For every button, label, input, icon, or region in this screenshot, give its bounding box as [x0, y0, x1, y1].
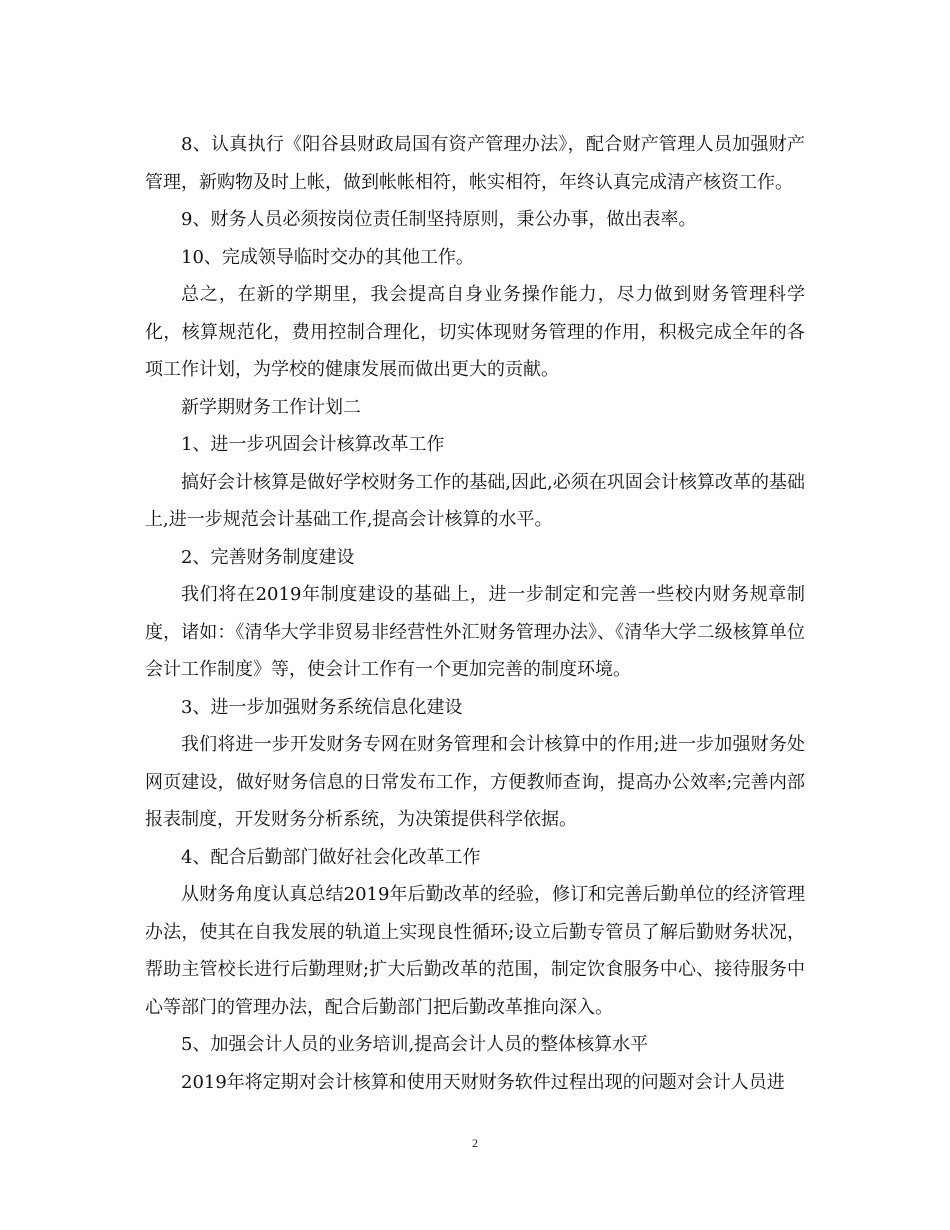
- section-heading-plan-two: 新学期财务工作计划二: [181, 396, 361, 418]
- subheading-2: 2、完善财务制度建设: [181, 546, 355, 568]
- paragraph-summary: 总之，在新的学期里，我会提高自身业务操作能力，尽力做到财务管理科学化，核算规范化，费用控制合理化，切实体现财务管理的作用，积极完成全年的各项工作计划，为学校的健康发展而做出更大的贡献。: [145, 284, 805, 380]
- paragraph-1-body: 搞好会计核算是做好学校财务工作的基础,因此,必须在巩固会计核算改革的基础上,进一步规范会计基础工作,提高会计核算的水平。: [145, 471, 805, 530]
- paragraph-5-body: 2019年将定期对会计核算和使用天财财务软件过程出现的问题对会计人员进: [181, 1071, 785, 1093]
- subheading-4: 4、配合后勤部门做好社会化改革工作: [181, 846, 481, 868]
- subheading-1: 1、进一步巩固会计核算改革工作: [181, 434, 445, 455]
- page-number: 2: [472, 1136, 478, 1150]
- paragraph-4-body: 从财务角度认真总结2019年后勤改革的经验，修订和完善后勤单位的经济管理办法，使其在自我发展的轨道上实现良性循环;设立后勤专管员了解后勤财务状况，帮助主管校长进行后勤理财;扩大后勤改革的范围，制定饮食服务中心、接待服务中心等部门的管理办法，配合后勤部门把后勤改革推向深入。: [145, 884, 805, 1018]
- paragraph-3-body: 我们将进一步开发财务专网在财务管理和会计核算中的作用;进一步加强财务处网页建设，做好财务信息的日常发布工作，方便教师查询，提高办公效率;完善内部报表制度，开发财务分析系统，为决策提供科学依据。: [145, 734, 805, 830]
- paragraph-2-body: 我们将在2019年制度建设的基础上，进一步制定和完善一些校内财务规章制度，诸如：《清华大学非贸易非经营性外汇财务管理办法》、《清华大学二级核算单位会计工作制度》等，使会计工作有一个更加完善的制度环境。: [145, 584, 805, 680]
- document-body: [145, 126, 805, 1101]
- subheading-5: 5、加强会计人员的业务培训,提高会计人员的整体核算水平: [181, 1034, 649, 1055]
- subheading-3: 3、进一步加强财务系统信息化建设: [181, 696, 463, 718]
- paragraph-item-10: 10、完成领导临时交办的其他工作。: [181, 246, 474, 268]
- paragraph-item-9: 9、财务人员必须按岗位责任制坚持原则，秉公办事，做出表率。: [181, 209, 697, 230]
- paragraph-item-8: 8、认真执行《阳谷县财政局国有资产管理办法》，配合财产管理人员加强财产管理，新购物及时上帐，做到帐帐相符，帐实相符，年终认真完成清产核资工作。: [145, 134, 805, 193]
